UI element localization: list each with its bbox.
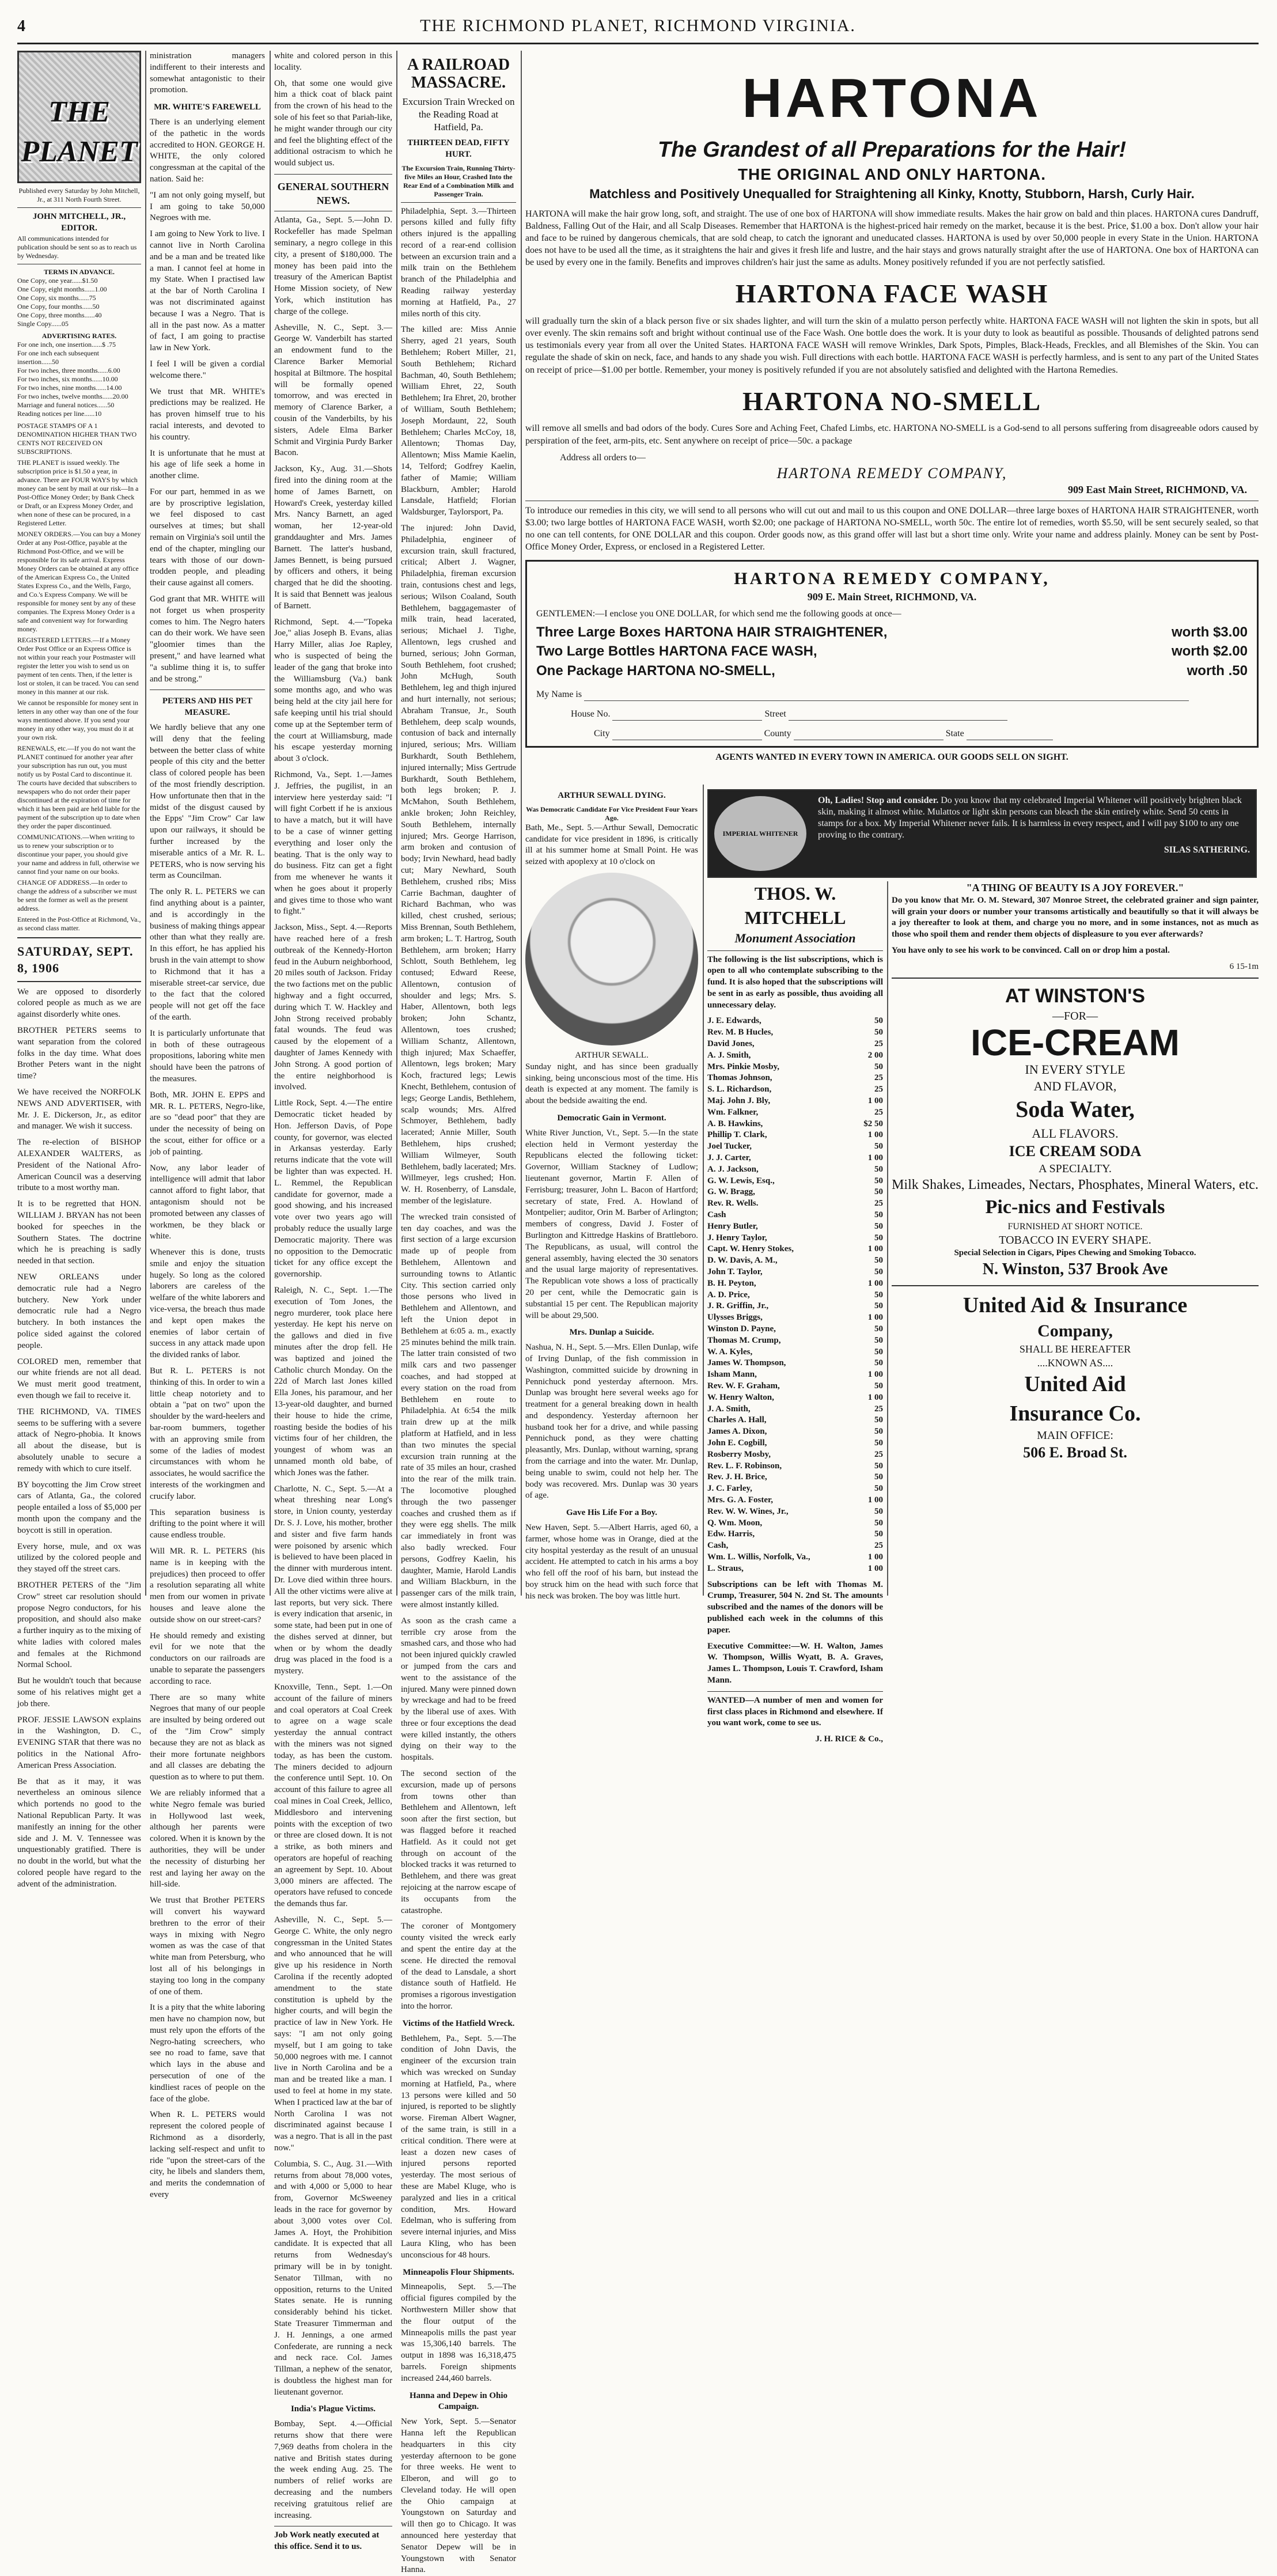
headline-railroad-massacre: A RAILROAD MASSACRE. bbox=[407, 56, 510, 92]
steward-code: 6 15-1m bbox=[1229, 961, 1259, 971]
address-label: Address all orders to— bbox=[560, 452, 646, 463]
subhead: The Excursion Train, Running Thirty-five Miles an Hour, Crashed Into the Rear End of a Combination Milk and Passenger Train. bbox=[401, 164, 516, 198]
editorial-paragraph: NEW ORLEANS under democratic rule had a Negro butchery. New York under democratic rule had a Negro butchery. In both instances the police sided against the colored people. bbox=[17, 1272, 141, 1350]
hartona-logo: HARTONA bbox=[742, 67, 1042, 129]
headline-southern-news: GENERAL SOUTHERN NEWS. bbox=[277, 180, 389, 206]
subscriber-row: J. R. Griffin, Jr., 50 bbox=[707, 1301, 883, 1311]
subscriber-row: J. Henry Taylor, 50 bbox=[707, 1233, 883, 1242]
winston-furnished: FURNISHED AT SHORT NOTICE. bbox=[1007, 1221, 1143, 1232]
article-paragraph: As soon as the crash came a terrible cry arose from the smashed cars, and those who had not been injured quickly crawled or jumped from the cars and went to the assistance of the injured. Many were pinned down by wreckage and had to be freed by the liberal use of axes. With three or four exceptions the dead were killed instantly, the others dying on their way to the hospitals. bbox=[401, 1616, 516, 1763]
subscriber-row: Q. Wm. Moon, 50 bbox=[707, 1518, 883, 1528]
article-paragraph: The coroner of Montgomery county visited the wreck early and spent the entire day at the scene. He directed the removal of the dead to Lansdale, a short distance south of Hatfield. He promises a rigorous investigation into the horror. bbox=[401, 1922, 516, 2011]
wanted-ad: WANTED—A number of men and women for first class places in Richmond and elsewhere. If you want work, come to see us. bbox=[707, 1695, 883, 1728]
column-divider bbox=[145, 51, 146, 1596]
company-street: 909 East Main Street, RICHMOND, VA. bbox=[1068, 484, 1247, 496]
column-divider bbox=[270, 51, 271, 1596]
editorial-paragraph: We are opposed to disorderly colored people as much as we are against disorderly white ones. bbox=[17, 987, 141, 1020]
headline-sewall: ARTHUR SEWALL DYING. bbox=[558, 791, 666, 800]
article-paragraph: For our part, hemmed in as we are by proscriptive legislation, we feel disposed to cast ourselves at times; but shall remain on Virginia's soil until the end of the chapter, mingling our tears with those of our down-trodden people, and pleading their cause against all comers. bbox=[150, 487, 265, 588]
subscriber-row: John E. Cogbill, 50 bbox=[707, 1438, 883, 1448]
column-1 bbox=[17, 51, 141, 1889]
subscriber-row: L. Straus, 1 00 bbox=[707, 1563, 883, 1573]
news-item: Asheville, N. C., Sept. 5.—George C. White, the only negro congressman in the United States and who announced that he will give up his residence in North Carolina if the recently adopted amendment to the state constitution is upheld by the higher courts, and will begin the practice of law in New York. He says: "I am not only going myself, but I am going to take 50,000 negroes with me. I cannot live in North Carolina and be a man and be treated like a man. I used to feel at home in my state. When I practiced law at the bar of North Carolina I was not discriminated against because I was a negro. That is all in the past now." bbox=[274, 1915, 392, 2153]
article-paragraph: We are reliably informed that a white Negro female was buried in Hollywood last week, although her parents were colored. When it is known by the authorities, they will be under the necessity of disturbing her rest and laying her away on the hill-side. bbox=[150, 1788, 265, 1889]
column-2 bbox=[150, 51, 266, 2200]
subscriber-row: Wm. L. Willis, Norfolk, Va., 1 00 bbox=[707, 1552, 883, 1562]
face-wash-description: will gradually turn the skin of a black person five or six shades lighter, and will turn the skin of a mulatto person perfectly white. HARTONA FACE WASH will not lighten the skin in spots, but all over evenly. The skin remains soft and bright without continual use of the Face Wash. One bottle does the work. It is your duty to look as beautiful as possible. Thousands of delighted patrons send us testimonials every year from all over the United States. HARTONA FACE WASH will remove Wrinkles, Dark Spots, Pimples, Black-Heads, Freckles, and all Blemishes of the Skin. You can regulate the shade of skin on neck, face, and hands to any shade you wish. Full directions with each bottle. HARTONA FACE WASH is perfectly harmless, and is sent to any part of the United States on receipt of price—$1.00 per bottle. Remember, your money is positively refunded if you are not absolutely satisfied and delighted with the Hartona Remedies. bbox=[525, 316, 1259, 375]
article-paragraph: New Haven, Sept. 5.—Albert Harris, aged 60, a farmer, whose home was in Orange, died at the city hospital yesterday as the result of an unusual accident. He attempted to catch in his arms a boy who fell off the roof of his barn, but instead the boy struck him on the head with such force that his neck was broken. The boy was little hurt. bbox=[525, 1523, 698, 1601]
terms-heading: TERMS IN ADVANCE. bbox=[44, 267, 115, 276]
subscriber-row: Rev. R. Wells. 25 bbox=[707, 1199, 883, 1209]
page-number: 4 bbox=[17, 17, 25, 35]
headline-hanna: Hanna and Depew in Ohio Campaign. bbox=[409, 2391, 508, 2412]
headline-victims: Victims of the Hatfield Wreck. bbox=[402, 2018, 515, 2028]
editorial-paragraph: PROF. JESSIE LAWSON explains in the Washington, D. C., EVENING STAR that there was no politics in the National Afro-American Press Association. bbox=[17, 1715, 141, 1770]
winston-cigars: Special Selection in Cigars, Pipes Chewing and Smoking Tobacco. bbox=[954, 1248, 1196, 1258]
agents-wanted: AGENTS WANTED IN EVERY TOWN IN AMERICA. OUR GOODS SELL ON SIGHT. bbox=[715, 752, 1068, 763]
subhead: Excursion Train Wrecked on the Reading Road at Hatfield, Pa. bbox=[402, 96, 515, 133]
planet-logo: THE PLANET bbox=[17, 51, 141, 183]
communications: COMMUNICATIONS.—When writing to us to renew your subscription or to discontinue your paper, you should give your name and address in full, otherwise we cannot find your name on our books. bbox=[17, 832, 139, 876]
masthead-rule bbox=[17, 43, 1259, 44]
article-paragraph: There is an underlying element of the pathetic in the words accredited to HON. GEORGE H. WHITE, the only colored congressman at the capital of the nation. Said he: bbox=[150, 117, 265, 184]
news-item: Knoxville, Tenn., Sept. 1.—On account of the failure of miners and coal operators at Coal Creek to agree on a wage scale yesterday the annual contract with the miners was not signed today, as has been the custom. The miners decided to adjourn the conference until Sept. 10. On account of this failure to agree all coal mines in Coal Creek, Jellico, Middlesboro and intervening points with the exception of two or three are closed down. It is not a strike, as both miners and operators are hopeful of reaching an agreement by Sept. 10. About 3,000 miners are affected. The operators have refused to concede the demands thus far. bbox=[274, 1683, 392, 1909]
united-aid-shall: SHALL BE HEREAFTER bbox=[1019, 1343, 1131, 1355]
winston-style: IN EVERY STYLE bbox=[1025, 1062, 1126, 1077]
name-field[interactable]: My Name is bbox=[536, 688, 1248, 701]
no-smell-heading: HARTONA NO-SMELL bbox=[742, 386, 1041, 416]
published-line: Published every Saturday by John Mitchell, Jr., at 311 North Fourth Street. bbox=[18, 187, 140, 203]
column-4 bbox=[401, 51, 516, 2575]
winston-address: N. Winston, 537 Brook Ave bbox=[982, 1260, 1168, 1279]
article-paragraph: There are so many white Negroes that many of our people are insulted by being ordered out of the "Jim Crow" simply because they are not as black as their more fortunate neighbors and all classes are debating the question as to where to put them. bbox=[150, 1692, 265, 1782]
column-3 bbox=[274, 51, 392, 2552]
subscriber-row: Charles A. Hall, 50 bbox=[707, 1415, 883, 1425]
article-paragraph: The killed are: Miss Annie Sherry, aged 21 years, South Bethlehem; Robert Miller, 21, South Bethlehem; Richard Bachman, 40, South Bethlehem; William Ehret, 22, South Bethlehem; Ira Ehret, 20, brother of William, South Bethlehem; Joseph Mordaunt, 22, South Bethlehem; Charles McCoy, 18, Allentown; Thomas Day, Allentown; Miss Mamie Kaelin, 14, Telford; Godfrey Kaelin, father of Mamie; William Blackburn, Ambler; Harold Lansdale, Hatfield; Florian Waldsburger, Taylorsport, Pa. bbox=[401, 325, 516, 517]
editorial-paragraph: We have received the NORFOLK NEWS AND ADVERTISER, with Mr. J. E. Dickerson, Jr., as editor and manager. We wish it success. bbox=[17, 1088, 141, 1131]
editorial-paragraph: BY boycotting the Jim Crow street cars of Atlanta, Ga., the colored people entailed a loss of $5,000 per month upon the company and the boycott is still in operation. bbox=[17, 1480, 141, 1535]
subscriber-row: Ulysses Briggs, 1 00 bbox=[707, 1313, 883, 1323]
united-aid-heading: United Aid & Insurance bbox=[963, 1293, 1188, 1318]
subscriber-row: David Jones, 25 bbox=[707, 1039, 883, 1049]
subscriber-row: J. C. Farley, 50 bbox=[707, 1484, 883, 1494]
article-paragraph: I am going to New York to live. I cannot live in North Carolina and be a man and be treated like a man. I cannot feel at home in my State. When I practised law at the bar of North Carolina I was not discriminated against because I was a Negro. That is all in the past now. As a matter of fact, I am going to practise law in New York. bbox=[150, 229, 265, 353]
news-item: Bombay, Sept. 4.—Official returns show that there were 7,969 deaths from cholera in the native and British states during the week ending Aug. 25. The numbers of relief works are decreasing and the numbers receiving gratuitous relief are increasing. bbox=[274, 2419, 392, 2520]
hartona-original: THE ORIGINAL AND ONLY HARTONA. bbox=[737, 165, 1047, 183]
entered-note: Entered in the Post-Office at Richmond, Va., as second class matter. bbox=[17, 915, 141, 932]
mitchell-column bbox=[707, 881, 883, 1744]
united-aid-name: United Aid bbox=[1024, 1372, 1126, 1397]
subscriber-row: James W. Thompson, 50 bbox=[707, 1358, 883, 1368]
subscriber-row: Winston D. Payne, 50 bbox=[707, 1324, 883, 1334]
renewals: RENEWALS, etc.—If you do not want the PLANET continued for another year after your subscription has run out, you must notify us by Postal Card to discontinue it. The courts have decided that subscribers to newspapers who do not order their paper discontinued at the expiration of time for which it has been paid are held liable for the payment of the subscription up to date when they order the paper discontinued. bbox=[17, 744, 140, 830]
city-field[interactable]: City bbox=[594, 729, 762, 738]
coupon-item: Two Large Bottles HARTONA FACE WASH, worth $2.00 bbox=[536, 643, 1248, 660]
article-paragraph: He should remedy and existing evil for we note that the conductors on our railroads are unable to separate the passengers according to race. bbox=[150, 1631, 265, 1686]
news-item: Raleigh, N. C., Sept. 1.—The execution of Tom Jones, the negro murderer, took place here yesterday. He kept his nerve on the gallows and died in five minutes after the drop fell. He was baptized and joined the Catholic church Monday. On the 22d of March last Jones killed Ella Jones, his paramour, and her 13-year-old daughter, and burned their house to hide the crime, roasting beside the bodies of his victims four of her children, the youngest of whom was an unnamed month old babe, of which Jones was the father. bbox=[274, 1285, 392, 1478]
article-paragraph: God grant that MR. WHITE will not forget us when prosperity comes to him. The Negro haters can do their work. We have seen "gloomier times than the present," and have learned what "a sublime thing it is, to suffer and be strong." bbox=[150, 594, 265, 684]
article-paragraph: It is a pity that the white laboring men have no champion now, but must rely upon the efforts of the Negro-hating screechers, who see no road to fame, save that which lays in the abuse and persecution of one of the kindliest races of people on the face of the globe. bbox=[150, 2003, 265, 2104]
street-field[interactable]: Street bbox=[764, 709, 1007, 719]
article-paragraph: Sunday night, and has since been gradually sinking, being unconscious most of the time. His death is expected at any moment. The family is about the bedside awaiting the end. bbox=[525, 1062, 698, 1106]
steward-text: You have only to see his work to be convinced. Call on or drop him a postal. bbox=[892, 945, 1170, 955]
subscriber-row: Cash, 25 bbox=[707, 1541, 883, 1551]
steward-heading: "A THING OF BEAUTY IS A JOY FOREVER." bbox=[966, 882, 1184, 893]
subscriber-row: A. B. Hawkins, $2 50 bbox=[707, 1119, 883, 1128]
intro-text: ministration managers indifferent to their interests and somewhat antagonistic to their promotion. bbox=[150, 51, 265, 95]
subscriber-row: W. Henry Walton, 1 00 bbox=[707, 1392, 883, 1402]
subscriber-row: G. W. Lewis, Esq., 50 bbox=[707, 1176, 883, 1185]
coupon-heading: HARTONA REMEDY COMPANY, bbox=[734, 569, 1050, 589]
news-item: Little Rock, Sept. 4.—The entire Democratic ticket headed by Hon. Jefferson Davis, of Pope county, for governor, was elected in Arkansas yesterday. Early returns indicate that the vote will be lighter than was expected. H. L. Remmel, the Republican candidate for governor, made a good showing, and his increased vote over two years ago will probably reduce the usually large Democratic majority. There was no opposition to the Democratic ticket for any office except the governorship. bbox=[274, 1098, 392, 1279]
mitchell-intro: The following is the list subscriptions, which is open to all who contemplate subscribing to the fund. It is also hoped that the subscriptions will be sent in as early as possible, thus avoiding all unnecessary delay. bbox=[707, 954, 883, 1010]
ice-cream-soda: ICE CREAM SODA bbox=[1009, 1142, 1142, 1160]
article-paragraph: White River Junction, Vt., Sept. 5.—In the state election held in Vermont yesterday the Republicans elected the following ticket: Governor, William Stackney of Ludlow; lieutenant governor, Martin F. Allen of Ferrisburg; treasurer, John L. Bacon of Hartford; secretary of state, Fred. A. Howland of Montpelier; auditor, Orin M. Barber of Arlington; members of congress, David J. Foster of Burlington and Kittredge Haskins of Brattleboro. The Republicans, as usual, will control the general assembly, having elected the 30 senators and the usual large majority of representatives. The Republican vote shows a loss of practically 20 per cent, while the Democratic gain is substantial 15 per cent. The Republican majority will be about 29,500. bbox=[525, 1128, 698, 1320]
whitener-body: Do you know that my celebrated Imperial Whitener will positively brighten black skin, making it almost white. Mulattos or light skin persons can bleach the skin entirely white. Send 50 cents in stamps for a box. My Imperial Whitener never fails. It is harmless in every respect, and I will pay $100 to any one proving to the contrary. bbox=[818, 795, 1242, 840]
article-paragraph: Whenever this is done, trusts smile and enjoy the situation hugely. So long as the colored laborers are careless of the welfare of the white laborers and vice-versa, the breach thus made and kept open makes the enemies of labor certain of success in any attack made upon the divided ranks of labor. bbox=[150, 1248, 265, 1360]
article-paragraph: The second section of the excursion, made up of persons from towns other than Bethlehem and Allentown, left soon after the first section, but was flagged before it reached Hatfield. As it could not get through on account of the blocked tracks it was returned to Bethlehem, and there was great rejoicing at the narrow escape of its occupants from the catastrophe. bbox=[401, 1769, 516, 1915]
article-paragraph: Bath, Me., Sept. 5.—Arthur Sewall, Democratic candidate for vice president in 1896, is critically ill at his summer home at Small Point. He was seized with apoplexy at 10 o'clock on bbox=[525, 823, 698, 867]
face-wash-heading: HARTONA FACE WASH bbox=[735, 279, 1049, 309]
subscriber-row: Thomas M. Crump, 50 bbox=[707, 1335, 883, 1345]
subscriber-row: Rev. W. W. Wines, Jr., 50 bbox=[707, 1506, 883, 1516]
coupon-item: One Package HARTONA NO-SMELL, worth .50 bbox=[536, 663, 1248, 679]
hartona-matchless: Matchless and Positively Unequalled for Straightening all Kinky, Knotty, Stubborn, Harsh, Curly Hair. bbox=[589, 186, 1195, 201]
united-aid-company: Company, bbox=[1037, 1321, 1113, 1341]
subhead: Was Democratic Candidate For Vice President Four Years Ago. bbox=[526, 805, 698, 822]
winston-drinks: Milk Shakes, Limeades, Nectars, Phosphates, Mineral Waters, etc. bbox=[892, 1177, 1259, 1193]
subscriber-row: Cash 50 bbox=[707, 1210, 883, 1220]
subscriber-row: S. L. Richardson, 25 bbox=[707, 1085, 883, 1094]
subscriber-row: A. D. Price, 50 bbox=[707, 1290, 883, 1300]
whitener-signature: SILAS SATHERING. bbox=[1164, 845, 1250, 855]
article-paragraph: It is unfortunate that he must at his age of life seek a home in another clime. bbox=[150, 448, 265, 481]
column-divider bbox=[521, 51, 522, 1596]
subscriber-row: Rev. L. F. Robinson, 50 bbox=[707, 1461, 883, 1471]
subscriber-row: D. W. Davis, A. M., 50 bbox=[707, 1256, 883, 1266]
article-paragraph: "I am not only going myself, but I am going to take 50,000 Negroes with me. bbox=[150, 190, 265, 223]
united-aid-office-label: MAIN OFFICE: bbox=[1037, 1429, 1113, 1442]
subscriber-row: Edw. Harris, 50 bbox=[707, 1529, 883, 1539]
headline-dunlap: Mrs. Dunlap a Suicide. bbox=[569, 1328, 654, 1338]
winston-for: —FOR— bbox=[1052, 1010, 1098, 1023]
united-aid-address: 506 E. Broad St. bbox=[1023, 1444, 1127, 1461]
stamps-note: POSTAGE STAMPS OF A 1 DENOMINATION HIGHER THAN TWO CENTS NOT RECEIVED ON SUBSCRIPTIONS. bbox=[17, 421, 137, 456]
news-item: Jackson, Miss., Sept. 4.—Reports have reached here of a fresh outbreak of the Kennedy-Horton feud in the Auburn neighborhood, 20 miles south of Jackson. Friday the two factions met on the public highway and a fight occurred, during which T. W. Hackley and John Strong received probably fatal wounds. The feud was caused by the elopement of a daughter of James Kennedy with John Strong. A good portion of the entire neighborhood is involved. bbox=[274, 923, 392, 1092]
article-paragraph: This separation business is drifting to the point where it will cause endless trouble. bbox=[150, 1507, 265, 1540]
issue-date: SATURDAY, SEPT. 8, 1906 bbox=[17, 944, 134, 975]
editor-note: All communications intended for publication should be sent so as to reach us by Wednesday. bbox=[17, 234, 137, 260]
editorial-paragraph: THE RICHMOND, VA. TIMES seems to be suffering with a severe attack of Negro-phobia. It knows all about the disease, but is absolutely unable to secure a remedy with which to cure itself. bbox=[17, 1407, 141, 1473]
subscriber-row: James A. Dixon, 50 bbox=[707, 1427, 883, 1437]
subscriber-row: B. H. Peyton, 1 00 bbox=[707, 1278, 883, 1288]
county-field[interactable]: County bbox=[764, 729, 943, 738]
article-paragraph: Now, any labor leader of intelligence will admit that labor cannot afford to fight labor, that antagonism should not be promoted between any classes of workmen, be they black or white. bbox=[150, 1163, 265, 1241]
winston-flavor: AND FLAVOR, bbox=[1033, 1078, 1117, 1093]
subscriber-row: Rev. M. B Hucles, 50 bbox=[707, 1028, 883, 1037]
united-aid-known: ....KNOWN AS.... bbox=[1037, 1357, 1113, 1369]
hartona-advertisement bbox=[525, 51, 1259, 781]
newspaper-title: THE RICHMOND PLANET, RICHMOND VIRGINIA. bbox=[420, 16, 856, 35]
headline-vermont: Democratic Gain in Vermont. bbox=[557, 1113, 666, 1123]
editorial-paragraph: But he wouldn't touch that because some of his relatives might get a job there. bbox=[17, 1676, 141, 1709]
subscriber-row: Maj. John J. Bly, 1 00 bbox=[707, 1096, 883, 1106]
subscriber-row: John T. Taylor, 50 bbox=[707, 1267, 883, 1277]
headline-plague: India's Plague Victims. bbox=[290, 2404, 376, 2414]
article-paragraph: Minneapolis, Sept. 5.—The official figures compiled by the Northwestern Miller show that the flour output of the Minneapolis mills the past year was 15,306,140 barrels. The output in 1898 was 16,318,475 barrels. Foreign shipments increased 244,460 barrels. bbox=[401, 2282, 516, 2383]
subhead: Monument Association bbox=[734, 931, 856, 946]
subscriber-row: Rosberry Mosby, 25 bbox=[707, 1449, 883, 1459]
article-paragraph: We hardly believe that any one will deny that the feeling between the better class of white people of this city and the better class of colored people has been of the most friendly description. How unfortunate then that in the midst of the disgust caused by the Epps' "Jim Crow" Car law upon our railways, it should be further increased by the miserable antics of a Mr. R. L. PETERS, who is now serving his term as Councilman. bbox=[150, 723, 266, 881]
soda-heading: Soda Water, bbox=[1015, 1096, 1135, 1122]
column-divider bbox=[703, 785, 704, 1596]
whitener-heading: Oh, Ladies! Stop and consider. bbox=[818, 795, 939, 805]
headline-white-farewell: MR. WHITE'S FAREWELL bbox=[154, 103, 261, 112]
steward-text: Do you know that Mr. O. M. Steward, 307 Monroe Street, the celebrated grainer and sign painter, will grain your doors or number your transoms artistically and beautifully so that it will always be a joy thereafter to look at them, and charge you no more, and in some instances, not as much as those who spoil them and render them objects of displeasure to you ever afterwards? bbox=[892, 895, 1259, 940]
news-item: Columbia, S. C., Aug. 31.—With returns from about 78,000 votes, and with 4,000 or 5,000 to hear from, Governor McSweeney leads in the race for governor by about 3,000 votes over Col. James A. Hoyt, the Prohibition candidate. It is expected that all returns from Wednesday's primary will be in by tonight. Senator Tillman, with no opposition, returns to the United States senate. He is running considerably behind his ticket. State Treasurer Timmerman and J. H. Jennings, a one armed Confederate, are running a neck and neck race. Col. James Tillman, a nephew of the senator, is doubtless the highest man for lieutenant governor. bbox=[274, 2159, 392, 2397]
coupon-item: Three Large Boxes HARTONA HAIR STRAIGHTENER, worth $3.00 bbox=[536, 624, 1248, 640]
winston-all-flavors: ALL FLAVORS. bbox=[1032, 1126, 1119, 1141]
column-divider bbox=[396, 51, 397, 1596]
house-field[interactable]: House No. bbox=[571, 709, 762, 719]
company-name: HARTONA REMEDY COMPANY, bbox=[776, 464, 1007, 482]
offer-text: To introduce our remedies in this city, we will send to all persons who will cut out and mail to us this coupon and ONE DOLLAR—three large boxes of HARTONA HAIR STRAIGHTENER, worth $3.00; two large bottles of HARTONA FACE WASH, worth $2.00; one package of HARTONA NO-SMELL, worth 50c. The entire lot of remedies, worth $5.50, will be sent securely sealed, so that no one can tell contents, for ONE DOLLAR and this coupon. Order goods now, as this grand offer will last but a short time only. Write your name and address plainly. Money can be sent by Post-Office Money Order, Express, or enclosed in a Registered Letter. bbox=[525, 505, 1259, 552]
article-paragraph: I feel I will be given a cordial welcome there." bbox=[150, 359, 265, 380]
united-aid-insurance: Insurance Co. bbox=[1009, 1401, 1141, 1426]
column-divider bbox=[887, 881, 888, 1596]
subscriber-row: W. A. Kyles, 50 bbox=[707, 1347, 883, 1357]
subscriber-row: Rev. W. F. Graham, 50 bbox=[707, 1381, 883, 1391]
subscriber-row: A. J. Jackson, 50 bbox=[707, 1164, 883, 1174]
rice-signature: J. H. RICE & Co., bbox=[815, 1734, 883, 1744]
editorial-paragraph: It is to be regretted that HON. WILLIAM J. BRYAN has not been booked for speeches in the Southern States. The doctrine which he is preaching is sadly needed in that section. bbox=[17, 1199, 141, 1266]
coupon-address: 909 E. Main Street, RICHMOND, VA. bbox=[807, 590, 977, 603]
article-paragraph: The wrecked train consisted of ten day coaches, and was the first section of a large excursion made up of people from Bethlehem, Allentown and surrounding towns to Atlantic City. This section carried only those persons who lived in Bethlehem and Allentown, and left the Union depot in Bethlehem at 6:05 a. m., exactly 25 minutes behind the milk train. The latter train consisted of two milk cars and two passenger coaches, and had stopped at every station on the road from Bethlehem en route to Philadelphia. At 6:54 the milk train drew up at the milk platform at Hatfield, and in less than two minutes the special excursion train running at the rate of 35 miles an hour, crashed into the rear of the milk train. The locomotive ploughed through the two passenger coaches and crushed them as if they were egg shells. The milk car immediately in front was also badly wrecked. Four persons, Godfrey Kaelin, his daughter, Mamie, Harold Landis and William Blackburn, in the passenger cars of the milk train, were almost instantly killed. bbox=[401, 1212, 516, 1609]
editorial-paragraph: Every horse, mule, and ox was utilized by the colored people and they stayed off the street cars. bbox=[17, 1541, 141, 1574]
headline-boy: Gave His Life For a Boy. bbox=[566, 1508, 658, 1518]
whitener-advertisement bbox=[707, 789, 1257, 878]
article-paragraph: The injured: John David, Philadelphia, engineer of excursion train, skull fractured, critical; Albert J. Wagner, Philadelphia, fireman excursion train, contusions chest and legs, serious; Wilson Coaland, South Bethlehem, baggagemaster of milk train, head lacerated, serious; Michael J. Tighe, Allentown, legs crushed and burned, serious; John Gorman, South Bethlehem, foot crushed; John McHugh, South Bethlehem, leg and thigh injured and hurt internally, not serious; Abraham Transue, Jr., South Bethlehem, deep scalp wounds, contusion of back and internally injured, serious; Mrs. William Burkhardt, South Bethlehem, injured internally; Miss Gertrude Burkhardt, South Bethlehem, both legs broken; P. J. McMahon, South Bethlehem, ankle broken; John Reichley, South Bethlehem, internally injured; Mrs. George Harrison, arm broken and contusion of body; Irvin Newhard, head badly cut; Mary Newhard, South Bethlehem, crushed ribs; Miss Carrie Bachman, daughter of Richard Bachman, who was killed, chest crushed, serious; Miss Brennan, South Bethlehem, arm broken; L. T. Hartrog, South Bethlehem, arm broken; Harry Schlott, South Bethlehem, leg contused; Edward Reese, Allentown, contusion of shoulder and legs; Mrs. S. Haber, Allentown, both legs broken; John Schantz, Allentown, toes crushed; William Schantz, Allentown, thigh injured; Max Schaeffer, Allentown, legs broken; Mary Koch, fractured legs; Lewis Knecht, Bethlehem, contusion of legs; George Landis, Bethlehem, scalp wounds; Mrs. Alfred Schmoyer, Bethlehem, badly lacerated; Annie Miller, South Bethlehem, hips crushed; William Wilmeyer, South Bethlehem, badly lacerated; Mrs. Willmeyer, legs crushed; Hon. W. H. Rosenberry, of Lansdale, member of the legislature. bbox=[401, 524, 516, 1206]
news-item: Charlotte, N. C., Sept. 5.—At a wheat threshing near Long's store, in Union county, yesterday Dr. S. J. Love, his mother, brother and sister and five farm hands were poisoned by arsenic which is believed to have been placed in the dinner with murderous intent. Dr. Love died within three hours. All the other victims were alive at last reports, but very sick. There is every indication that arsenic, in some state, had been put in one of the dishes served at dinner, but when or by whom the deadly drug was placed in the food is a mystery. bbox=[274, 1484, 392, 1676]
whitener-emblem: IMPERIAL WHITENER bbox=[714, 796, 806, 871]
article-paragraph: Philadelphia, Sept. 3.—Thirteen persons killed and fully fifty others injured is the appalling record of a rear-end collision between an excursion train and a milk train on the Bethlehem branch of the Philadelphia and Reading railway yesterday morning at Hatfield, Pa., 27 miles north of this city. bbox=[401, 206, 516, 319]
ice-cream-heading: ICE-CREAM bbox=[971, 1021, 1180, 1063]
sewall-column bbox=[525, 785, 698, 1601]
subscriber-row: Joel Tucker, 50 bbox=[707, 1142, 883, 1151]
editor-line: JOHN MITCHELL, JR., EDITOR. bbox=[32, 212, 126, 233]
editorial-paragraph: Be that as it may, it was nevertheless an ominous silence which portends no good to the National Republican Party. It was manifestly an inning for the other side and J. M. V. Tennessee was unquestionably gratified. There is no doubt in the world, but what the colored people have regard to the advent of the administration. bbox=[17, 1776, 141, 1889]
state-field[interactable]: State bbox=[946, 729, 1053, 738]
ads-heading: ADVERTISING RATES. bbox=[41, 331, 117, 340]
article-paragraph: The only R. L. PETERS we can find anything about is a painter, and is accordingly in the business of making things appear other than what they really are. In this effort, he has applied his brush in the vain attempt to show to Richmond that it has a miserable street-car service, due to the fact that the colored people will not get off the face of the earth. bbox=[150, 887, 265, 1022]
terms-list: One Copy, one year......$1.50 One Copy, eight months......1.00 One Copy, six months......75 One Copy, four months......50 One Copy, three months......40 Single Copy......05 bbox=[17, 276, 107, 328]
headline-mitchell: THOS. W. MITCHELL bbox=[744, 883, 846, 929]
editorial-paragraph: COLORED men, remember that our white friends are not all dead. We must merit good treatment, even though we fail to receive it. bbox=[17, 1357, 141, 1400]
subhead: THIRTEEN DEAD, FIFTY HURT. bbox=[407, 138, 510, 159]
article-paragraph: Bethlehem, Pa., Sept. 5.—The condition of John Davis, the engineer of the excursion train which was wrecked on Sunday morning at Hatfield, Pa., where 13 persons were killed and 50 injured, is reported to be slightly worse. Fireman Albert Wagner, of the same train, is still in a critical condition. There were at least a dozen new cases of injured persons reported yesterday. The most serious of these are Mabel Kluge, who is paralyzed and lies in a critical condition, Mrs. Howard Edelman, who is suffering from severe internal injuries, and Miss Laura Kling, who has been unconscious for 48 hours. bbox=[401, 2033, 516, 2260]
picnics-heading: Pic-nics and Festivals bbox=[985, 1196, 1165, 1218]
article-paragraph: New York, Sept. 5.—Senator Hanna left the Republican headquarters in this city yesterday afternoon to be gone for three weeks. He went to Elberon, and will go to Cleveland today. He will open the Ohio campaign at Youngstown on Saturday and will then go to Chicago. It was announced here yesterday that Senator Depew will be in Youngstown with Senator Hanna. bbox=[401, 2417, 516, 2575]
subscriber-row: Thomas Johnson, 25 bbox=[707, 1073, 883, 1083]
subscriber-row: Capt. W. Henry Stokes, 1 00 bbox=[707, 1244, 883, 1254]
article-paragraph: We trust that Brother PETERS will convert his wayward brethren to the error of their ways in mixing with Negro women as was the case of that white man from Petersburg, who lost all of his belongings in staying too long in the company of one of them. bbox=[150, 1896, 265, 1997]
order-coupon bbox=[525, 560, 1259, 748]
hartona-description: HARTONA will make the hair grow long, soft, and straight. The use of one box of HARTONA will show immediate results. Makes the hair grow on bald and thin places. HARTONA cures Dandruff, Baldness, Falling Out of the Hair, and all Scalp Diseases. Remember that HARTONA is the highest-priced hair remedy on the market, because it is the best. Price, $1.00 a box. Don't allow your hair and face to be ruined by dangerous chemicals, that are sold cheap, to catch the ignorant and uneducated classes. HARTONA is used by over 50,000 people in every State in the Union. HARTONA does not have to be used all the time, as it straightens the hair and gives it fresh life and lustre, and the hair stays and grows naturally straight after the use of HARTONA. One box of HARTONA can be used by every one in the family. Benefits and improves children's hair just the same as adults. Money positively refunded if you are not perfectly satisfied. bbox=[525, 209, 1259, 268]
subscriber-row: Isham Mann, 1 00 bbox=[707, 1370, 883, 1380]
mitchell-footer: Subscriptions can be left with Thomas M. Crump, Treasurer, 504 N. 2nd St. The amounts subscribed and the names of the donors will be published each week in the columns of this paper. bbox=[707, 1579, 883, 1635]
winston-specialty: A SPECIALTY. bbox=[1039, 1162, 1112, 1175]
change-of-address: CHANGE OF ADDRESS.—In order to change the address of a subscriber we must be sent the former as well as the present address. bbox=[17, 878, 137, 912]
news-item: Richmond, Sept. 4.—"Topeka Joe," alias Joseph B. Evans, alias Harry Miller, alias Joe Rapley, who is suspected of being the leader of the gang that broke into the Williamsburg (Va.) bank some months ago, and who was being held at the city jail here for safe keeping until his trial should come up at the September term of the court at Williamsburg, made his escape yesterday morning about 3 o'clock. bbox=[274, 617, 392, 764]
mitchell-committee: Executive Committee:—W. H. Walton, James W. Thompson, Willis Wyatt, B. A. Graves, James L. Thompson, Louis T. Crawford, Isham Mann. bbox=[707, 1641, 883, 1685]
coupon-gentlemen: GENTLEMEN:—I enclose you ONE DOLLAR, for which send me the following goods at once— bbox=[536, 608, 901, 619]
news-item: Atlanta, Ga., Sept. 5.—John D. Rockefeller has made Spelman seminary, a negro college in this city, a present of $180,000. The money has been paid into the treasury of the American Baptist Home Mission society, of New York, which institution has charge of the college. bbox=[274, 215, 392, 316]
editorial-paragraph: BROTHER PETERS seems to want separation from the colored folks in the day time. What does Brother Peters want in the night time? bbox=[17, 1026, 141, 1081]
subscriber-row: Henry Butler, 50 bbox=[707, 1221, 883, 1231]
planet-issued: THE PLANET is issued weekly. The subscription price is $1.50 a year, in advance. There are FOUR WAYS by which money can be sent by mail at our risk—In a Post-Office Money Order; by Bank Check or Draft, or an Express Money Order, and when none of these can be procured, in a Registered Letter. bbox=[17, 458, 139, 527]
headline-flour: Minneapolis Flour Shipments. bbox=[403, 2267, 514, 2277]
news-item: Richmond, Va., Sept. 1.—James J. Jeffries, the pugilist, in an interview here yesterday said: "I will fight Corbett if he is anxious to have a match, but it will have to be a case of winner getting everything and loser only the beating. That is the only way to do business. Fitz can get a fight from me whenever he wants it when he goes about it properly and gives time to those who want to fight." bbox=[274, 770, 392, 916]
subscriber-row: Rev. J. H. Brice, 50 bbox=[707, 1472, 883, 1482]
article-paragraph: It is particularly unfortunate that in both of these outrageous propositions, laboring white men should have been the patrons of the measures. bbox=[150, 1028, 265, 1084]
subscriber-row: Mrs. G. A. Foster, 1 00 bbox=[707, 1495, 883, 1505]
article-paragraph: Nashua, N. H., Sept. 5.—Mrs. Ellen Dunlap, wife of Irving Dunlap, of the fish commission in Washington, committed suicide by drowning in Pennichuck pond yesterday afternoon. Mrs. Dunlap was brought here several weeks ago for treatment for a general breaking down in health and despondency. Yesterday afternoon her husband took her for a drive, and while passing Pennichuck pond, as they were chatting pleasantly, Mrs. Dunlap, without warning, sprang from the carriage and into the water. Mr. Dunlap, being unable to swim, could not help her. The body was recovered. Mrs. Dunlap was 30 years of age. bbox=[525, 1343, 698, 1501]
article-paragraph: But R. L. PETERS is not thinking of this. In order to win a little cheap notoriety and to obtain a "pat on two" upon the shoulder by the ward-heelers and bar-room bummers, together with an approving smile from some of the ladies of modest circumstances with whom he associates, he would sacrifice the interests of the workingmen and crucify labor. bbox=[150, 1366, 265, 1501]
article-paragraph: Will MR. R. L. PETERS (his name is in keeping with the prejudices) then proceed to offer a resolution separating all white men from our women in private houses and leave alone the outside show on our street-cars? bbox=[150, 1547, 265, 1624]
subscriber-row: J. J. Carter, 1 00 bbox=[707, 1153, 883, 1163]
article-paragraph: Oh, that some one would give him a thick coat of black paint from the crown of his head to the sole of his feet so that Pariah-like, he might wander through our city and feel the blighting effect of the additional ostracism to which he would subject us. bbox=[274, 78, 392, 168]
subscriber-row: J. E. Edwards, 50 bbox=[707, 1016, 883, 1026]
masthead bbox=[17, 14, 1259, 48]
article-paragraph: We trust that MR. WHITE's predictions may be realized. He has proven himself true to his racial interests, and devoted to his country. bbox=[150, 387, 265, 442]
subscriber-row: Mrs. Pinkie Mosby, 50 bbox=[707, 1062, 883, 1071]
registered-letters: REGISTERED LETTERS.—If a Money Order Post Office or an Express Office is not within your reach your Postmaster will register the letter you wish to send us on payment of ten cents. Then, if the letter is lost or stolen, it can be traced. You can send money in this manner at our risk. bbox=[17, 635, 139, 696]
article-paragraph: Both, MR. JOHN E. EPPS and MR. R. L. PETERS, Negro-like, are so "dead poor" that they are under the necessity of being on the scout, either for office or a job of painting. bbox=[150, 1090, 265, 1157]
money-orders: MONEY ORDERS.—You can buy a Money Order at any Post-Office, payable at the Richmond Post-Office, and we will be responsible for its safe arrival. Express Money Orders can be obtained at any office of the American Express Co., the United States Express Co., and the Wells, Fargo, and Co.'s Express Company. We will be responsible for money sent by any of these companies. The Express Money Order is a safe and convenient way for forwarding money. bbox=[17, 529, 141, 633]
subscriber-row: G. W. Bragg, 50 bbox=[707, 1187, 883, 1197]
editorial-paragraph: The re-election of BISHOP ALEXANDER WALTERS, as President of the National Afro-American Council was a deserving tribute to a most worthy man. bbox=[17, 1138, 141, 1193]
hartona-slogan: The Grandest of all Preparations for the Hair! bbox=[658, 137, 1126, 162]
subscriber-list bbox=[707, 1016, 883, 1574]
subscriber-row: Wm. Falkner, 25 bbox=[707, 1107, 883, 1117]
winston-at: AT WINSTON'S bbox=[1005, 984, 1145, 1007]
right-ads-column bbox=[892, 881, 1259, 1596]
portrait-caption: ARTHUR SEWALL. bbox=[575, 1050, 649, 1060]
ads-list: For one inch, one insertion......$ .75 For one inch each subsequent insertion......50 For two inches, three months......6.00 For two inches, six months......10.00 For two inches, nine months......14.00 For two inches, twelve months......20.00 Marriage and funeral notices......50 Reading notices per line......10 bbox=[17, 340, 128, 418]
subscriber-row: Phillip T. Clark, 1 00 bbox=[707, 1130, 883, 1140]
editorial-paragraph: BROTHER PETERS of the "Jim Crow" street car resolution should propose Negro conductors, for his proposition, and should also make a further inquiry as to the mixing of white ladies with colored males and females at the Richmond Normal School. bbox=[17, 1580, 141, 1670]
winston-tobacco: TOBACCO IN EVERY SHAPE. bbox=[999, 1234, 1151, 1247]
article-paragraph: When R. L. PETERS would represent the colored people of Richmond as a disorderly, lacking self-respect and unfit to ride "upon the street-cars of the city, he libels and slanders them, and merits the condemnation of every bbox=[150, 2110, 265, 2200]
article-paragraph: white and colored person in this locality. bbox=[274, 51, 392, 72]
no-smell-description: will remove all smells and bad odors of the body. Cures Sore and Aching Feet, Chafed Limbs, etc. HARTONA NO-SMELL is a God-send to all persons suffering from disagreeable odors caused by perspiration of the feet, arm-pits, etc. Sent anywhere on receipt of price—50c. a package bbox=[525, 423, 1259, 446]
subscriber-row: J. A. Smith, 25 bbox=[707, 1404, 883, 1414]
job-work-note: Job Work neatly executed at this office. Send it to us. bbox=[274, 2530, 380, 2552]
subscriber-row: A. J. Smith, 2 00 bbox=[707, 1050, 883, 1060]
news-item: Jackson, Ky., Aug. 31.—Shots fired into the dining room at the home of James Barnett, on Howard's Creek, yesterday killed Mrs. Nancy Barnett, an aged woman, her 12-year-old granddaughter and Mrs. James Barnett. The latter's husband, James Bennett, is being pursued by officers and others, it being charged that he did the shooting. It is said that Bennett was jealous of Barnett. bbox=[274, 464, 392, 611]
not-responsible: We cannot be responsible for money sent in letters in any other way than one of the four ways mentioned above. If you send your money in any other way, you must do it at your own risk. bbox=[17, 698, 139, 741]
news-item: Asheville, N. C., Sept. 3.—George W. Vanderbilt has started an endowment fund to the Clarence Barker Memorial hospital at Biltmore. The hospital will be formally opened tomorrow, and was erected in memory of Clarence Barker, a cousin of the Vanderbilts, by his sisters, Adele Elma Barker Schmit and Virginia Purdy Barker Bacon. bbox=[274, 323, 392, 458]
headline-peters: PETERS AND HIS PET MEASURE. bbox=[162, 696, 253, 718]
portrait-image bbox=[525, 873, 698, 1045]
